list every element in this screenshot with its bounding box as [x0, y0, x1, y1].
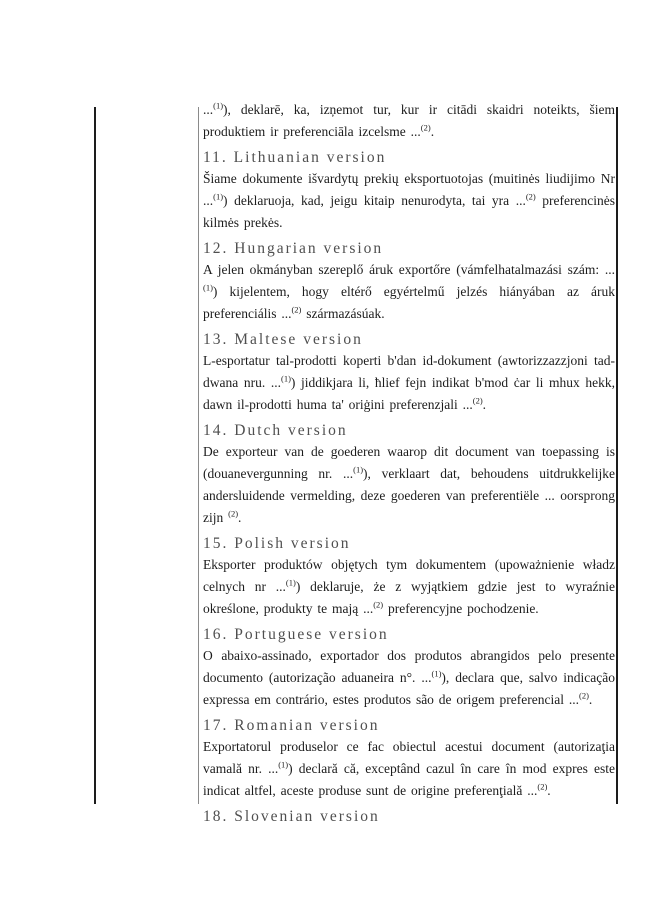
paragraph-text: .	[430, 124, 435, 139]
section-heading: 16. Portuguese version	[203, 626, 389, 643]
footnote-reference: (2)	[579, 690, 589, 701]
footnote-reference: (2)	[525, 191, 536, 202]
text-column-right-border	[616, 107, 618, 804]
paragraph-text: .	[547, 783, 551, 798]
paragraph-text: ), verklaart dat, behoudens uitdrukkelijke andersluidende vermelding, deze goederen van preferentiële ... oorsprong zijn	[203, 466, 615, 525]
paragraph-text: ) jiddikjara li, ħlief fejn indikat b'mod ċar li mhux hekk, dawn il-prodotti huma ta' oriġini preferenzjali ...	[203, 375, 616, 412]
footnote-reference: (1)	[203, 282, 213, 293]
section-paragraph	[203, 259, 615, 325]
table-rule-left	[94, 107, 96, 804]
section-heading: 17. Romanian version	[203, 717, 380, 734]
footnote-reference: (1)	[278, 759, 289, 770]
paragraph-text: O abaixo-assinado, exportador dos produtos abrangidos pelo presente documento (autorização aduaneira n°. ...	[203, 648, 615, 685]
paragraph-text: ) declară că, exceptând cazul în care în mod expres este indicat altfel, aceste produse sunt de origine preferenţială ...	[203, 761, 615, 798]
footnote-reference: (1)	[213, 100, 224, 111]
footnote-reference: (1)	[285, 577, 296, 588]
footnote-reference: (1)	[213, 191, 224, 202]
section-heading: 12. Hungarian version	[203, 240, 384, 257]
paragraph-text: ), declara que, salvo indicação expressa em contrário, estes produtos são de origem preferencial ...	[203, 670, 615, 707]
paragraph-text: ) kijelentem, hogy eltérő egyértelmű jelzés hiányában az áruk preferenciális ...	[203, 284, 615, 321]
paragraph-text: preferencinės kilmės prekės.	[203, 193, 615, 230]
section-heading: 18. Slovenian version	[203, 808, 380, 825]
section-paragraph	[203, 168, 615, 234]
paragraph-text: ) deklaruje, że z wyjątkiem gdzie jest to wyraźnie określone, produkty te mają ...	[203, 579, 615, 616]
section-paragraph	[203, 736, 615, 802]
section-paragraph	[203, 554, 615, 620]
footnote-reference: (2)	[420, 122, 431, 133]
paragraph-text: .	[238, 510, 242, 525]
section-heading: 13. Maltese version	[203, 331, 363, 348]
paragraph-text: De exporteur van de goederen waarop dit document van toepassing is (douanevergunning nr. ...	[203, 444, 615, 481]
paragraph-text: A jelen okmányban szereplő áruk exportőre (vámfelhatalmazási szám: ...	[203, 262, 615, 277]
paragraph-text: ...	[203, 102, 214, 117]
paragraph-text: .	[482, 397, 487, 412]
footnote-reference: (2)	[228, 508, 239, 519]
footnote-reference: (2)	[291, 304, 302, 315]
paragraph-text: preferencyjne pochodzenie.	[383, 601, 539, 616]
paragraph-text: ) deklaruoja, kad, jeigu kitaip nenurodyta, tai yra ...	[223, 193, 526, 208]
footnote-reference: (1)	[280, 373, 291, 384]
paragraph-text: Exportatorul produselor ce fac obiectul acestui document (autorizaţia vamală nr. ...	[203, 739, 615, 776]
footnote-reference: (1)	[353, 464, 364, 475]
text-column	[203, 99, 615, 827]
footnote-reference: (1)	[431, 668, 442, 679]
text-column-left-border	[198, 107, 199, 804]
section-paragraph	[203, 99, 615, 143]
section-paragraph	[203, 645, 615, 711]
section-heading: 15. Polish version	[203, 535, 351, 552]
paragraph-text: .	[588, 692, 593, 707]
footnote-reference: (2)	[472, 395, 483, 406]
section-heading: 11. Lithuanian version	[203, 149, 387, 166]
footnote-reference: (2)	[537, 781, 548, 792]
paragraph-text: L-esportatur tal-prodotti koperti b'dan id-dokument (awtorizzazzjoni tad-dwana nru. ...	[203, 353, 615, 390]
section-paragraph	[203, 350, 615, 416]
section-paragraph	[203, 441, 615, 529]
section-heading: 14. Dutch version	[203, 422, 348, 439]
footnote-reference: (2)	[373, 599, 384, 610]
paragraph-text: ), deklarē, ka, izņemot tur, kur ir citādi skaidri noteikts, šiem produktiem ir preferenciāla izcelsme ...	[203, 102, 615, 139]
paragraph-text: Eksporter produktów objętych tym dokumentem (upoważnienie władz celnych nr ...	[203, 557, 615, 594]
paragraph-text: Šiame dokumente išvardytų prekių eksportuotojas (muitinės liudijimo Nr ...	[203, 171, 615, 208]
paragraph-text: származásúak.	[301, 306, 385, 321]
